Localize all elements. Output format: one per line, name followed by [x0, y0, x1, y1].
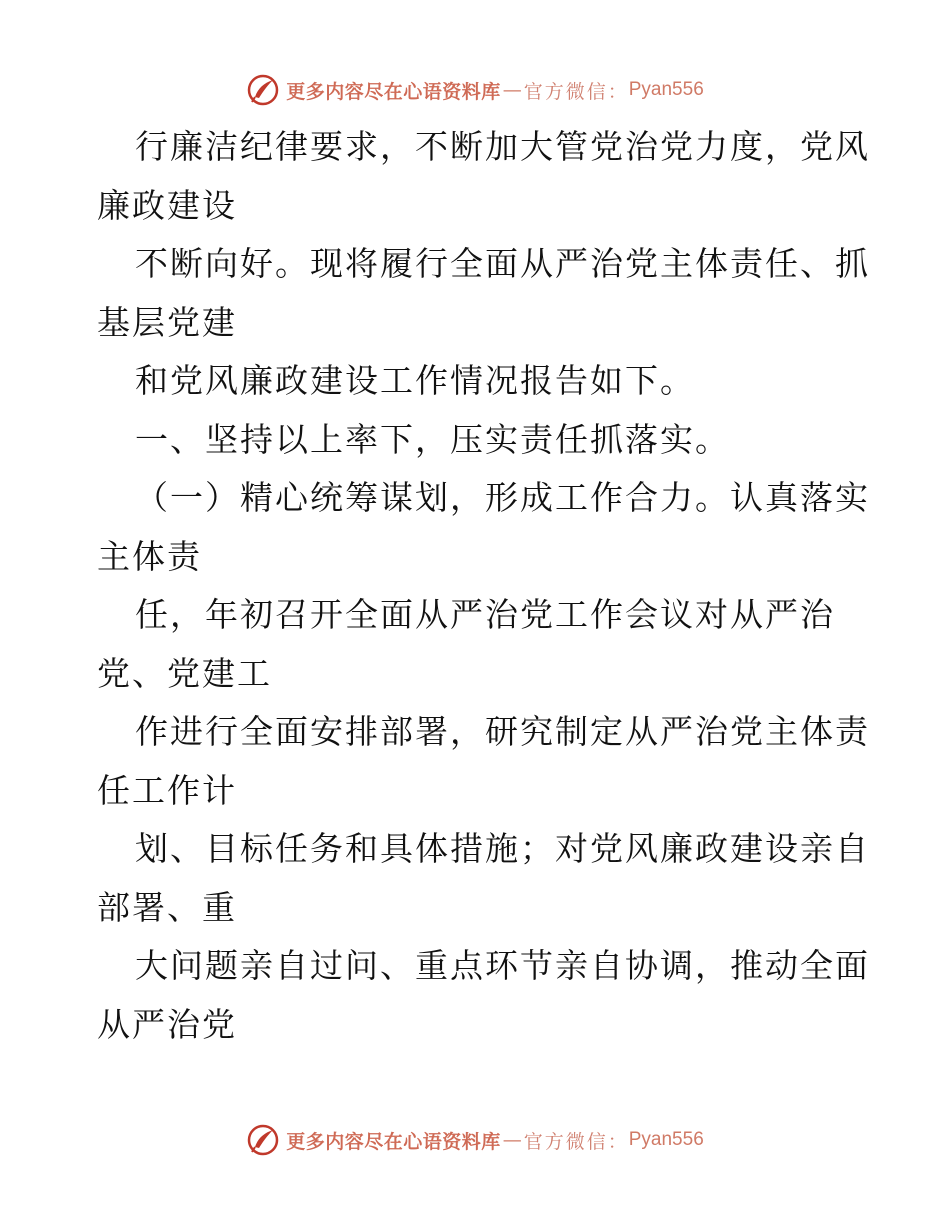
banner-wechat-label: 官方微信：: [523, 1130, 629, 1153]
body-line: 党、党建工: [97, 653, 272, 693]
banner-dash: —: [502, 79, 522, 101]
body-line: 任，年初召开全面从严治党工作会议对从严治: [135, 595, 835, 634]
document-body: [97, 118, 870, 1054]
banner-site-text: 更多内容尽在心语资料库: [286, 80, 501, 103]
banner-site-text: 更多内容尽在心语资料库: [286, 1130, 501, 1153]
body-line: 任工作计: [97, 770, 237, 810]
subsection-heading: （一）精心统筹谋划，形成工作合力。认真落实: [135, 478, 870, 517]
pen-logo-icon: [246, 1123, 280, 1157]
body-line: 大问题亲自过问、重点环节亲自协调，推动全面: [135, 946, 870, 985]
section-heading: 一、坚持以上率下，压实责任抓落实。: [135, 419, 730, 459]
banner-dash: —: [502, 1129, 522, 1151]
banner-wechat-label: 官方微信：: [523, 80, 629, 103]
banner-wechat-id: Pyan556: [628, 1129, 704, 1150]
pen-logo-icon: [246, 73, 280, 107]
body-line: 划、目标任务和具体措施；对党风廉政建设亲自: [135, 829, 870, 868]
body-line: 廉政建设: [97, 185, 237, 225]
body-line: 不断向好。现将履行全面从严治党主体责任、抓: [135, 244, 870, 283]
body-line: 作进行全面安排部署，研究制定从严治党主体责: [135, 712, 870, 751]
body-line: 主体责: [97, 536, 202, 576]
header-banner: [0, 70, 950, 110]
body-line: 基层党建: [97, 302, 237, 342]
body-line: 和党风廉政建设工作情况报告如下。: [135, 361, 695, 400]
body-line: 部署、重: [97, 887, 237, 927]
banner-wechat-id: Pyan556: [628, 79, 704, 100]
body-line: 行廉洁纪律要求，不断加大管党治党力度，党风: [135, 127, 870, 166]
body-line: 从严治党: [97, 1004, 237, 1044]
footer-banner: [0, 1120, 950, 1160]
